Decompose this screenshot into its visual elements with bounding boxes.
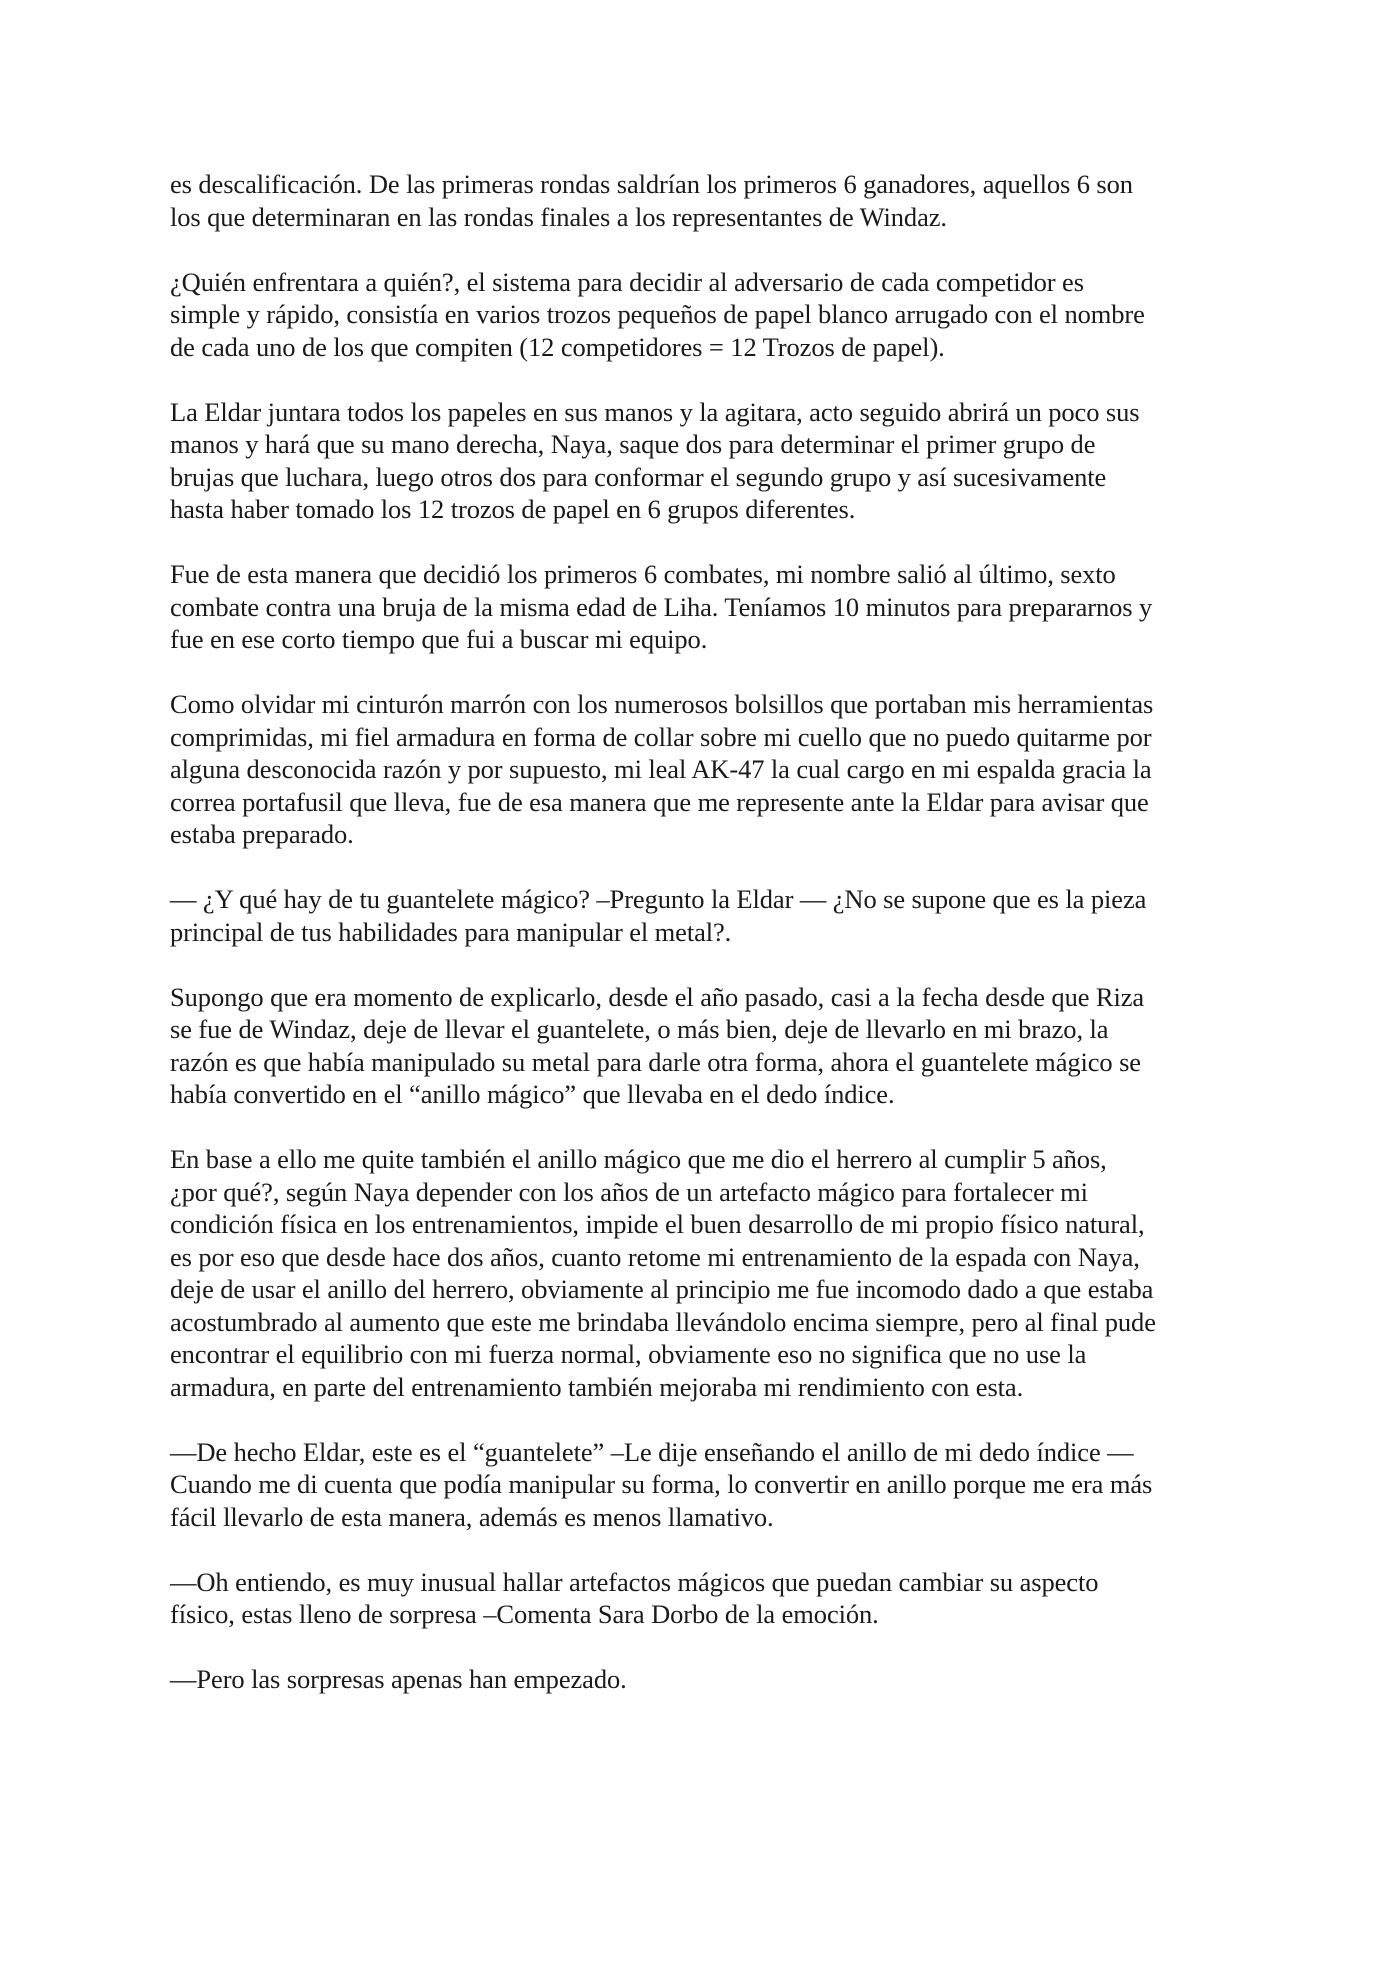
body-text (170, 168, 1250, 1728)
paragraph: Fue de esta manera que decidió los primeros 6 combates, mi nombre salió al último, sexto combate contra una bruja de la misma edad de Liha. Teníamos 10 minutos para prepararnos y fue en ese corto tiempo que fui a buscar mi equipo. (170, 559, 1153, 654)
dialogue-paragraph: —De hecho Eldar, este es el “guantelete” –Le dije enseñando el anillo de mi dedo índice — Cuando me di cuenta que podía manipular su forma, lo convertir en anillo porque me era más fácil llevarlo de esta manera, además es menos llamativo. (170, 1436, 1153, 1532)
paragraph: Supongo que era momento de explicarlo, desde el año pasado, casi a la fecha desde que Riza se fue de Windaz, deje de llevar el guantelete, o más bien, deje de llevarlo en mi brazo, la razón es que había manipulado su metal para darle otra forma, ahora el guantelete mágico se había convertido en el “anillo mágico” que llevaba en el dedo índice. (170, 981, 1145, 1109)
dialogue-paragraph: —Pero las sorpresas apenas han empezado. (170, 1664, 627, 1694)
paragraph: En base a ello me quite también el anillo mágico que me dio el herrero al cumplir 5 años, ¿por qué?, según Naya depender con los años de un artefacto mágico para fortalecer mi condición física en los entrenamientos, impide el buen desarrollo de mi propio físico natural, es por eso que desde hace dos años, cuanto retome mi entrenamiento de la espada con Naya, deje de usar el anillo del herrero, obviamente al principio me fue incomodo dado a que estaba acostumbrado al aumento que este me brindaba llevándolo encima siempre, pero al final pude encontrar el equilibrio con mi fuerza normal, obviamente eso no significa que no use la armadura, en parte del entrenamiento también mejoraba mi rendimiento con esta. (170, 1144, 1156, 1402)
dialogue-paragraph: — ¿Y qué hay de tu guantelete mágico? –Pregunto la Eldar — ¿No se supone que es la pieza principal de tus habilidades para manipular el metal?. (170, 884, 1147, 947)
paragraph: es descalificación. De las primeras rondas saldrían los primeros 6 ganadores, aquellos 6 son los que determinaran en las rondas finales a los representantes de Windaz. (170, 169, 1133, 232)
dialogue-paragraph: —Oh entiendo, es muy inusual hallar artefactos mágicos que puedan cambiar su aspecto físico, estas lleno de sorpresa –Comenta Sara Dorbo de la emoción. (170, 1566, 1099, 1629)
paragraph: Como olvidar mi cinturón marrón con los numerosos bolsillos que portaban mis herramientas comprimidas, mi fiel armadura en forma de collar sobre mi cuello que no puedo quitarme por alguna desconocida razón y por supuesto, mi leal AK-47 la cual cargo en mi espalda gracia la correa portafusil que lleva, fue de esa manera que me represente ante la Eldar para avisar que estaba preparado. (170, 689, 1154, 849)
paragraph: ¿Quién enfrentara a quién?, el sistema para decidir al adversario de cada competidor es simple y rápido, consistía en varios trozos pequeños de papel blanco arrugado con el nombre de cada uno de los que compiten (12 competidores = 12 Trozos de papel). (170, 266, 1145, 362)
paragraph: La Eldar juntara todos los papeles en sus manos y la agitara, acto seguido abrirá un poco sus manos y hará que su mano derecha, Naya, saque dos para determinar el primer grupo de brujas que luchara, luego otros dos para conformar el segundo grupo y así sucesivamente hasta haber tomado los 12 trozos de papel en 6 grupos diferentes. (170, 396, 1140, 524)
